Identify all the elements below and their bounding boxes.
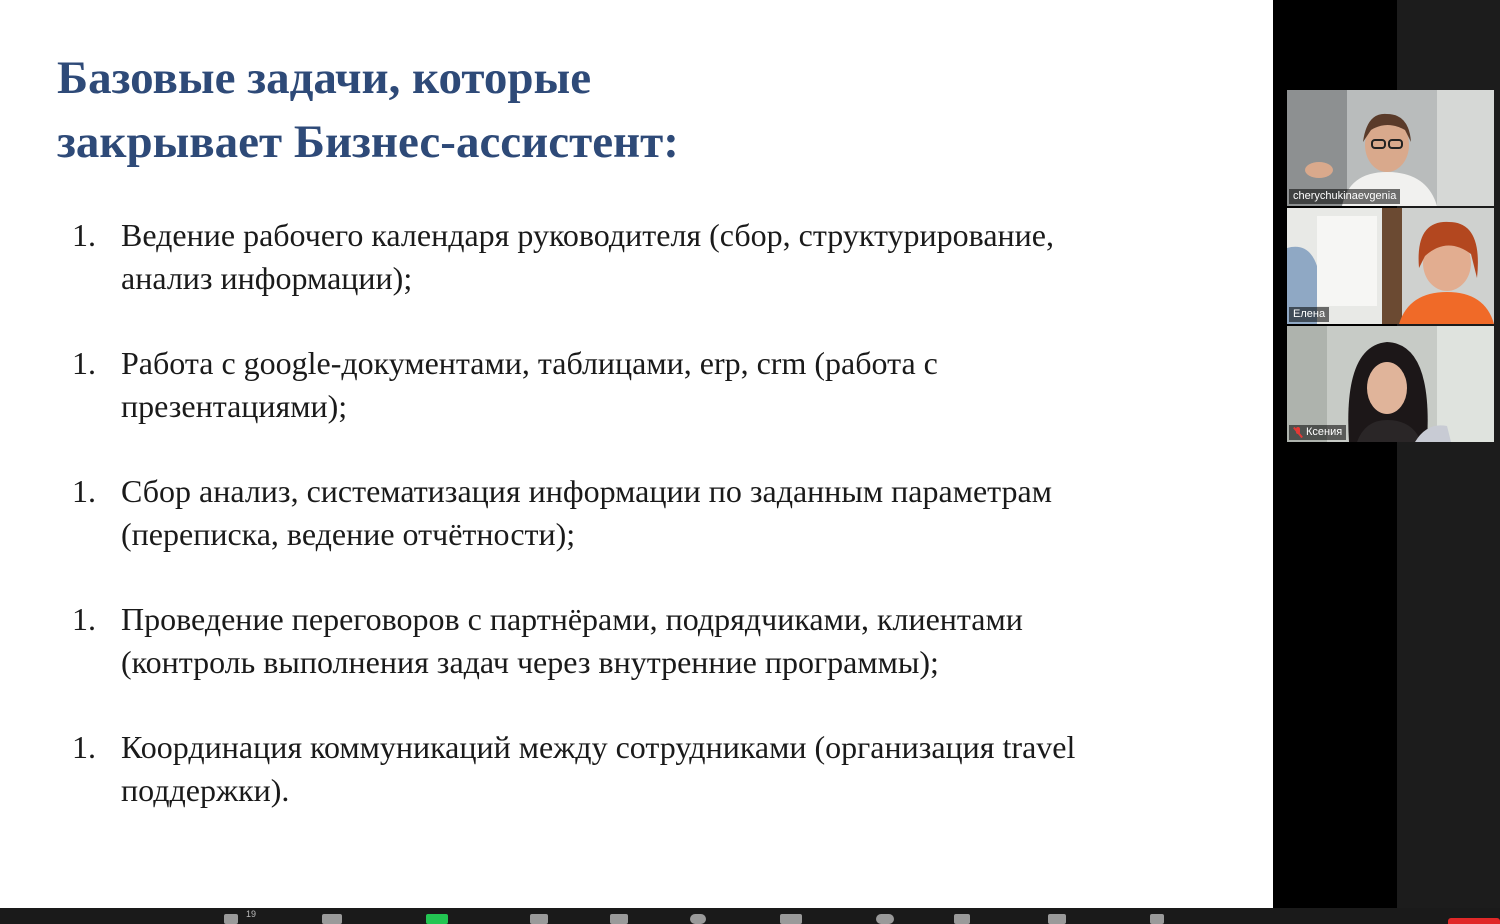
list-item-number: 1. (72, 345, 96, 381)
list-item-line: (переписка, ведение отчётности); (121, 516, 576, 552)
notes-icon[interactable] (530, 914, 548, 924)
participant-name: cherychukinaevgenia (1293, 190, 1397, 202)
task-list (0, 214, 1273, 854)
list-item-number: 1. (72, 601, 96, 637)
list-item (0, 470, 1273, 598)
list-item-line: Работа с google-документами, таблицами, erp, crm (работа с (121, 345, 938, 381)
list-item-text (121, 470, 1231, 556)
participant-name-tag (1289, 425, 1346, 440)
end-meeting-icon[interactable] (1448, 918, 1500, 924)
list-item-line: презентациями); (121, 388, 348, 424)
list-item-text (121, 214, 1231, 300)
participant-name-tag (1289, 189, 1400, 204)
ai-companion-icon[interactable] (610, 914, 628, 924)
gallery-divider (1273, 0, 1287, 908)
list-item (0, 342, 1273, 470)
list-item (0, 598, 1273, 726)
share-screen-icon[interactable] (426, 914, 448, 924)
participant-gallery (1287, 0, 1500, 908)
list-item-line: Проведение переговоров с партнёрами, подрядчиками, клиентами (121, 601, 1023, 637)
meeting-toolbar (0, 908, 1500, 924)
more-icon[interactable] (1150, 914, 1164, 924)
video-tile-ksenia[interactable] (1287, 326, 1494, 442)
list-item-number: 1. (72, 217, 96, 253)
participant-name: Ксения (1306, 426, 1343, 438)
list-item-line: Координация коммуникаций между сотрудниками (организация travel (121, 729, 1076, 765)
slide-title-line: закрывает Бизнес-ассистент: (57, 116, 679, 168)
slide-title (57, 46, 679, 174)
participants-count: 19 (246, 909, 257, 919)
whiteboard-icon[interactable] (1048, 914, 1066, 924)
list-item-text (121, 598, 1231, 684)
list-item-number: 1. (72, 729, 96, 765)
slide-title-line: Базовые задачи, которые (57, 52, 592, 104)
list-item-line: Ведение рабочего календаря руководителя (сбор, структурирование, (121, 217, 1054, 253)
list-item-number: 1. (72, 473, 96, 509)
list-item (0, 726, 1273, 854)
participants-icon[interactable] (224, 914, 238, 924)
list-item-line: (контроль выполнения задач через внутренние программы); (121, 644, 939, 680)
participant-name-tag (1289, 307, 1329, 322)
participant-name: Елена (1293, 308, 1326, 320)
reactions-icon[interactable] (876, 914, 894, 924)
apps-icon[interactable] (954, 914, 970, 924)
video-tile-elena[interactable] (1287, 208, 1494, 324)
list-item-line: Сбор анализ, систематизация информации по заданным параметрам (121, 473, 1052, 509)
list-item-line: анализ информации); (121, 260, 413, 296)
record-icon[interactable] (690, 914, 706, 924)
list-item-text (121, 342, 1231, 428)
list-item (0, 214, 1273, 342)
mic-muted-icon (1293, 427, 1303, 438)
video-tile-cherychukinaevgenia[interactable] (1287, 90, 1494, 206)
list-item-text (121, 726, 1231, 812)
captions-icon[interactable] (780, 914, 802, 924)
chat-icon[interactable] (322, 914, 342, 924)
list-item-line: поддержки). (121, 772, 290, 808)
